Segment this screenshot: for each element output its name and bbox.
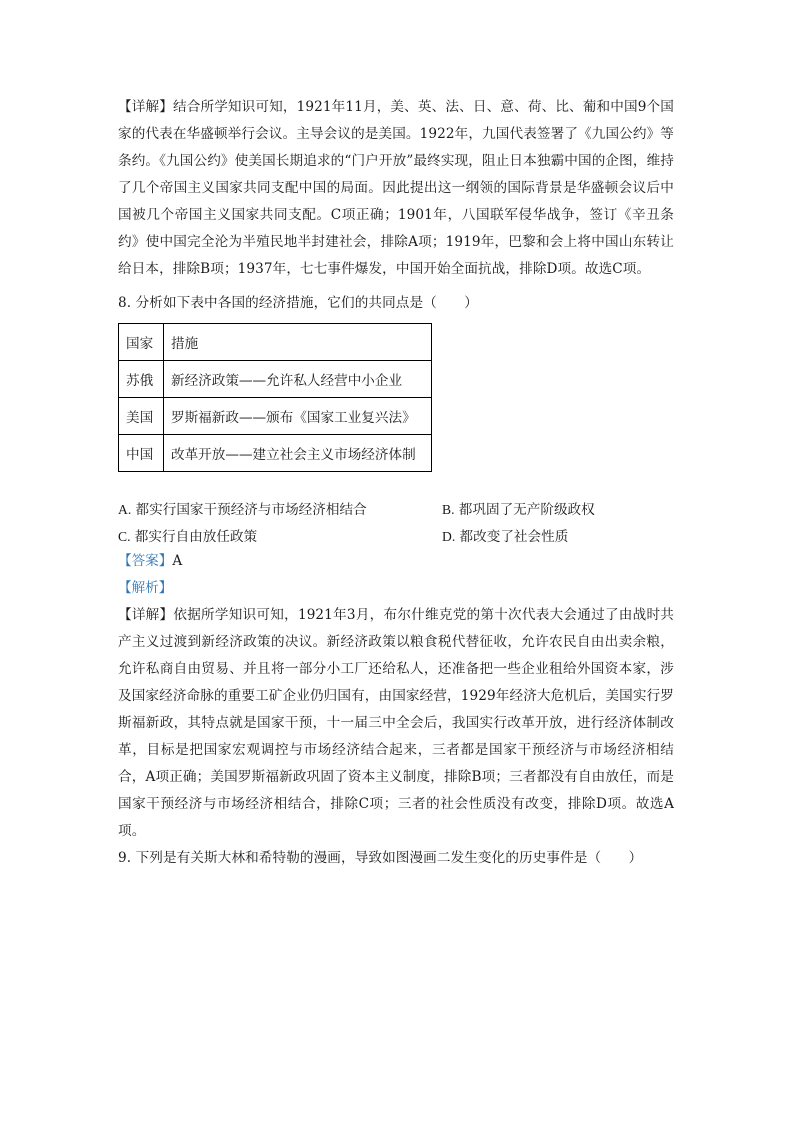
answer-options bbox=[118, 494, 674, 548]
document-page bbox=[118, 94, 674, 872]
question-8-stem: 8. 分析如下表中各国的经济措施，它们的共同点是（ ） bbox=[118, 295, 478, 311]
table-header-measure: 措施 bbox=[164, 324, 432, 361]
option-text: 都实行自由放任政策 bbox=[134, 528, 258, 545]
answer-value: A bbox=[172, 553, 183, 569]
option-text: 都巩固了无产阶级政权 bbox=[458, 501, 595, 518]
option-letter: C. bbox=[118, 528, 131, 544]
analysis-heading bbox=[118, 575, 674, 602]
detail-text: 结合所学知识可知，1921年11月，美、英、法、日、意、荷、比、葡和中国9个国家的代表在华盛顿举行会议。主导会议的是美国。1922年，九国代表签署了《九国公约》等条约。《九国公约》使美国长期追求的“门户开放”最终实现，阻止日本独霸中国的企图，维持了几个帝国主义国家共同支配中国的局面。因此提出这一纲领的国际背景是华盛顿会议后中国被几个帝国主义国家共同支配。C项正确；1901年，八国联军侵华战争，签订《辛丑条约》使中国完全沦为半殖民地半封建社会，排除A项；1919年，巴黎和会上将中国山东转让给日本，排除B项；1937年，七七事件爆发，中国开始全面抗战，排除D项。故选C项。 bbox=[118, 99, 674, 277]
option-letter: D. bbox=[442, 528, 456, 544]
table-header-country: 国家 bbox=[119, 324, 164, 361]
explanation-paragraph-q7 bbox=[118, 94, 674, 283]
option-c bbox=[118, 525, 442, 545]
option-d bbox=[442, 525, 672, 545]
answer-tag: 【答案】 bbox=[118, 553, 173, 569]
table-row bbox=[119, 361, 432, 398]
options-row bbox=[118, 494, 674, 521]
detail-tag: 【详解】 bbox=[118, 607, 174, 623]
option-text: 都实行国家干预经济与市场经济相结合 bbox=[135, 501, 367, 518]
table-row bbox=[119, 435, 432, 472]
table-header-row bbox=[119, 324, 432, 361]
table-cell-country: 美国 bbox=[119, 398, 164, 435]
table-cell-measure: 新经济政策——允许私人经营中小企业 bbox=[164, 361, 432, 398]
option-letter: B. bbox=[442, 501, 455, 517]
detail-text: 依据所学知识可知，1921年3月，布尔什维克党的第十次代表大会通过了由战时共产主义过渡到新经济政策的决议。新经济政策以粮食税代替征收，允许农民自由出卖余粮，允许私商自由贸易、并且将一部分小工厂还给私人，还准备把一些企业租给外国资本家，涉及国家经济命脉的重要工矿企业仍归国有，由国家经营，1929年经济大危机后，美国实行罗斯福新政，其特点就是国家干预，十一届三中全会后，我国实行改革开放，进行经济体制改革，目标是把国家宏观调控与市场经济结合起来，三者都是国家干预经济与市场经济相结合，A项正确；美国罗斯福新政巩固了资本主义制度，排除B项；三者都没有自由放任，而是国家干预经济与市场经济相结合，排除C项；三者的社会性质没有改变，排除D项。故选A项。 bbox=[118, 607, 675, 839]
explanation-paragraph-q8 bbox=[118, 602, 674, 845]
option-text: 都改变了社会性质 bbox=[459, 528, 569, 545]
table-row bbox=[119, 398, 432, 435]
option-a bbox=[118, 498, 442, 518]
analysis-tag: 【解析】 bbox=[118, 580, 173, 596]
answer-line bbox=[118, 548, 674, 575]
question-9-stem: 9. 下列是有关斯大林和希特勒的漫画，导致如图漫画二发生变化的历史事件是（ ） bbox=[118, 850, 643, 866]
options-row bbox=[118, 521, 674, 548]
option-letter: A. bbox=[118, 501, 132, 517]
option-b bbox=[442, 498, 672, 518]
measures-table bbox=[118, 323, 432, 472]
table-cell-measure: 改革开放——建立社会主义市场经济体制 bbox=[164, 435, 432, 472]
table-cell-country: 中国 bbox=[119, 435, 164, 472]
table-cell-measure: 罗斯福新政——颁布《国家工业复兴法》 bbox=[164, 398, 432, 435]
table-cell-country: 苏俄 bbox=[119, 361, 164, 398]
detail-tag: 【详解】 bbox=[118, 99, 173, 115]
